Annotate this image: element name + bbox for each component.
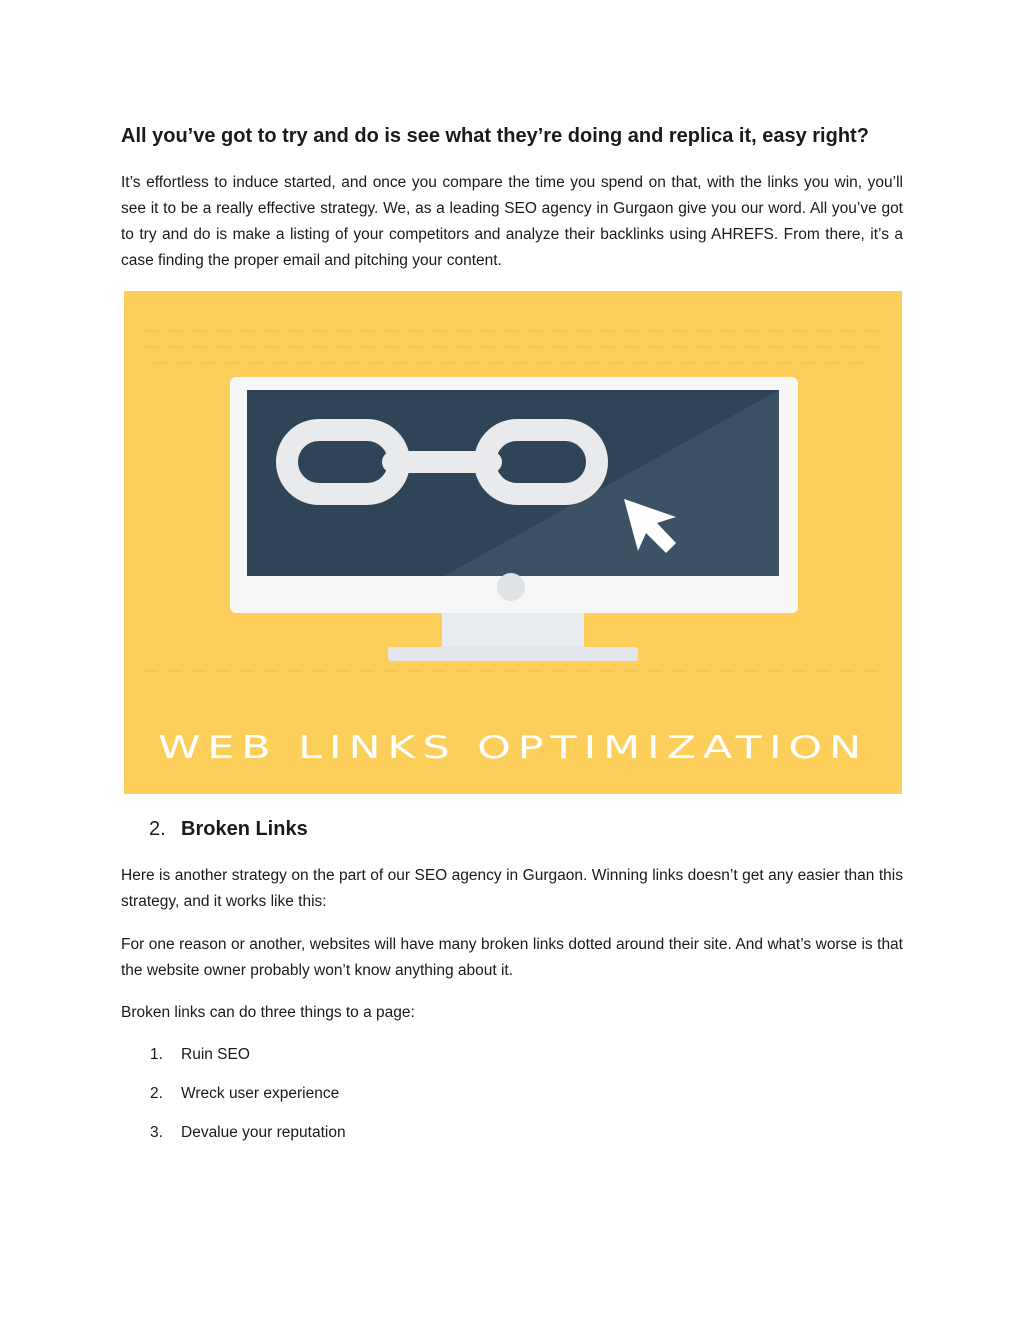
section-title: Broken Links (181, 818, 308, 840)
broken-links-effects-list (150, 1042, 346, 1159)
list-item-number: 3. (150, 1124, 163, 1141)
paragraph-one-reason: For one reason or another, websites will have many broken links dotted around their site. And what’s worse is that the website owner probably won’t know anything about it. (121, 936, 903, 979)
paragraph-another-strategy: Here is another strategy on the part of our SEO agency in Gurgaon. Winning links doesn’t get any easier than this strategy, and it works like this: (121, 867, 903, 910)
list-item-text: Wreck user experience (181, 1085, 340, 1102)
list-item-text: Ruin SEO (181, 1046, 250, 1063)
list-item (150, 1120, 346, 1159)
section-heading-replica: All you’ve got to try and do is see what they’re doing and replica it, easy right? (121, 125, 869, 147)
section-heading-broken-links (149, 814, 308, 844)
list-item (150, 1042, 346, 1081)
list-item-text: Devalue your reputation (181, 1124, 346, 1141)
section-number: 2. (149, 818, 166, 840)
list-item (150, 1081, 346, 1120)
web-links-optimization-image (124, 291, 902, 794)
list-item-number: 1. (150, 1046, 163, 1063)
paragraph-three-things: Broken links can do three things to a page: (121, 1004, 415, 1021)
image-caption: WEB LINKS OPTIMIZATION (158, 730, 868, 766)
paragraph-effortless: It’s effortless to induce started, and once you compare the time you spend on that, with the links you win, you’ll see it to be a really effective strategy. We, as a leading SEO agency in Gurgaon give you our word. All you’ve got to try and do is make a listing of your competitors and analyze their backlinks using AHREFS. From there, it’s a case finding the proper email and pitching your content. (121, 174, 903, 269)
list-item-number: 2. (150, 1085, 163, 1102)
